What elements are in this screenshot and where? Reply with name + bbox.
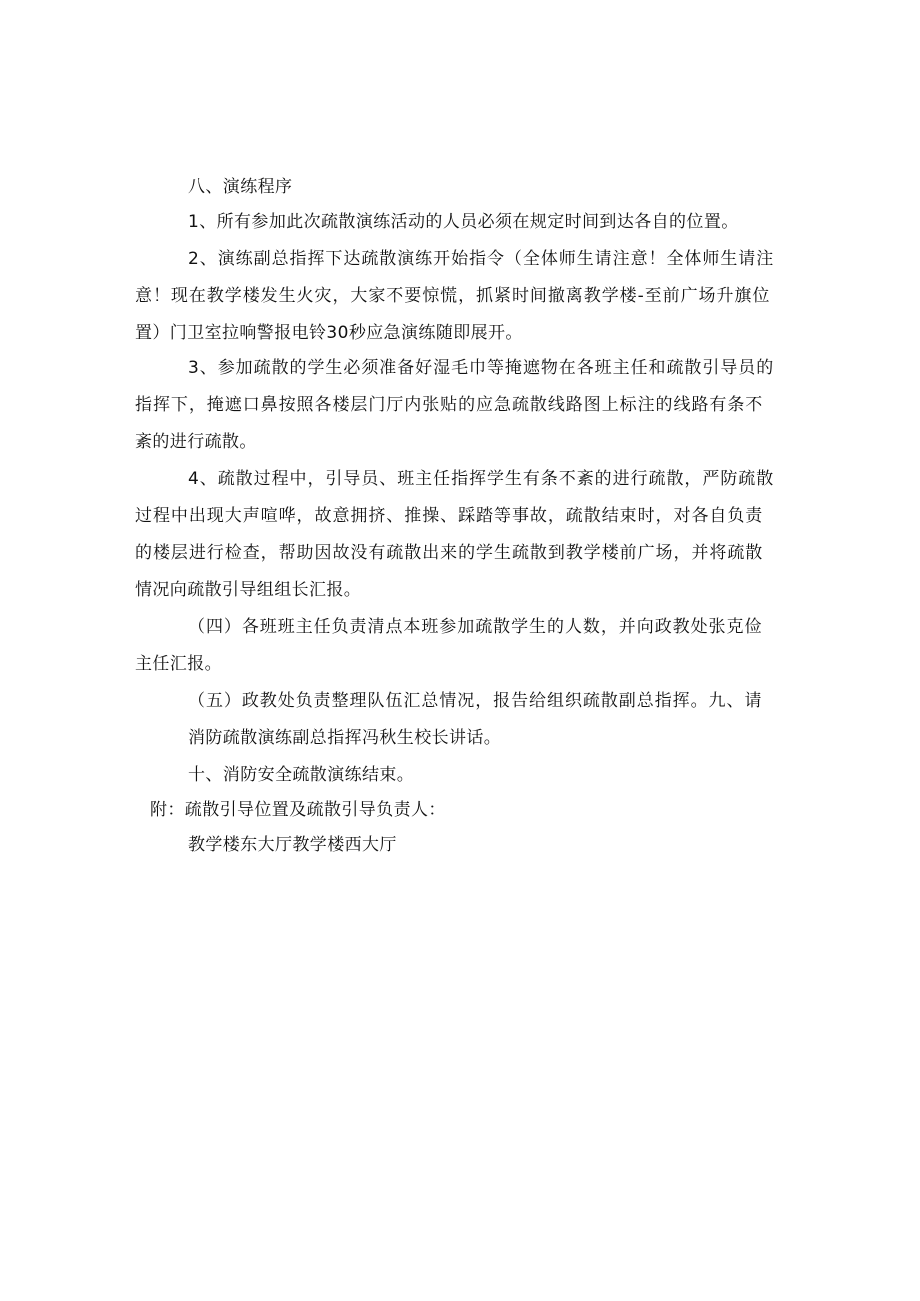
paragraph-line: 的楼层进行检查，帮助因故没有疏散出来的学生疏散到教学楼前广场，并将疏散 bbox=[135, 543, 764, 563]
paragraph-line: 4、疏散过程中，引导员、班主任指挥学生有条不紊的进行疏散，严防疏散 bbox=[188, 469, 775, 489]
paragraph-line: 情况向疏散引导组组长汇报。 bbox=[135, 580, 362, 600]
paragraph-line: 2、演练副总指挥下达疏散演练开始指令（全体师生请注意！全体师生请注 bbox=[188, 249, 775, 269]
paragraph-line: 消防疏散演练副总指挥冯秋生校长讲话。 bbox=[188, 728, 502, 748]
paragraph-line: 置）门卫室拉响警报电铃30秒应急演练随即展开。 bbox=[135, 323, 523, 343]
paragraph-line: 过程中出现大声喧哗，故意拥挤、推操、踩踏等事故，疏散结束时，对各自负责 bbox=[135, 506, 764, 526]
paragraph-line: （四）各班班主任负责清点本班参加疏散学生的人数，并向政教处张克俭 bbox=[188, 617, 763, 637]
paragraph-line: 紊的进行疏散。 bbox=[135, 432, 257, 452]
appendix-heading: 附：疏散引导位置及疏散引导负责人： bbox=[150, 800, 446, 820]
paragraph-line: 3、参加疏散的学生必须准备好湿毛巾等掩遮物在各班主任和疏散引导员的 bbox=[188, 358, 775, 378]
paragraph-line: 意！现在教学楼发生火灾，大家不要惊慌，抓紧时间撤离教学楼-至前广场升旗位 bbox=[135, 286, 771, 306]
section-heading-drill-procedure: 八、演练程序 bbox=[188, 177, 293, 197]
paragraph-line: 1、所有参加此次疏散演练活动的人员必须在规定时间到达各自的位置。 bbox=[188, 212, 739, 232]
appendix-locations: 教学楼东大厅教学楼西大厅 bbox=[188, 835, 397, 855]
paragraph-line: 主任汇报。 bbox=[135, 654, 222, 674]
section-heading-drill-end: 十、消防安全疏散演练结束。 bbox=[188, 765, 415, 785]
paragraph-line: 指挥下，掩遮口鼻按照各楼层门厅内张贴的应急疏散线路图上标注的线路有条不 bbox=[135, 395, 764, 415]
paragraph-line: （五）政教处负责整理队伍汇总情况，报告给组织疏散副总指挥。九、请 bbox=[188, 691, 763, 711]
